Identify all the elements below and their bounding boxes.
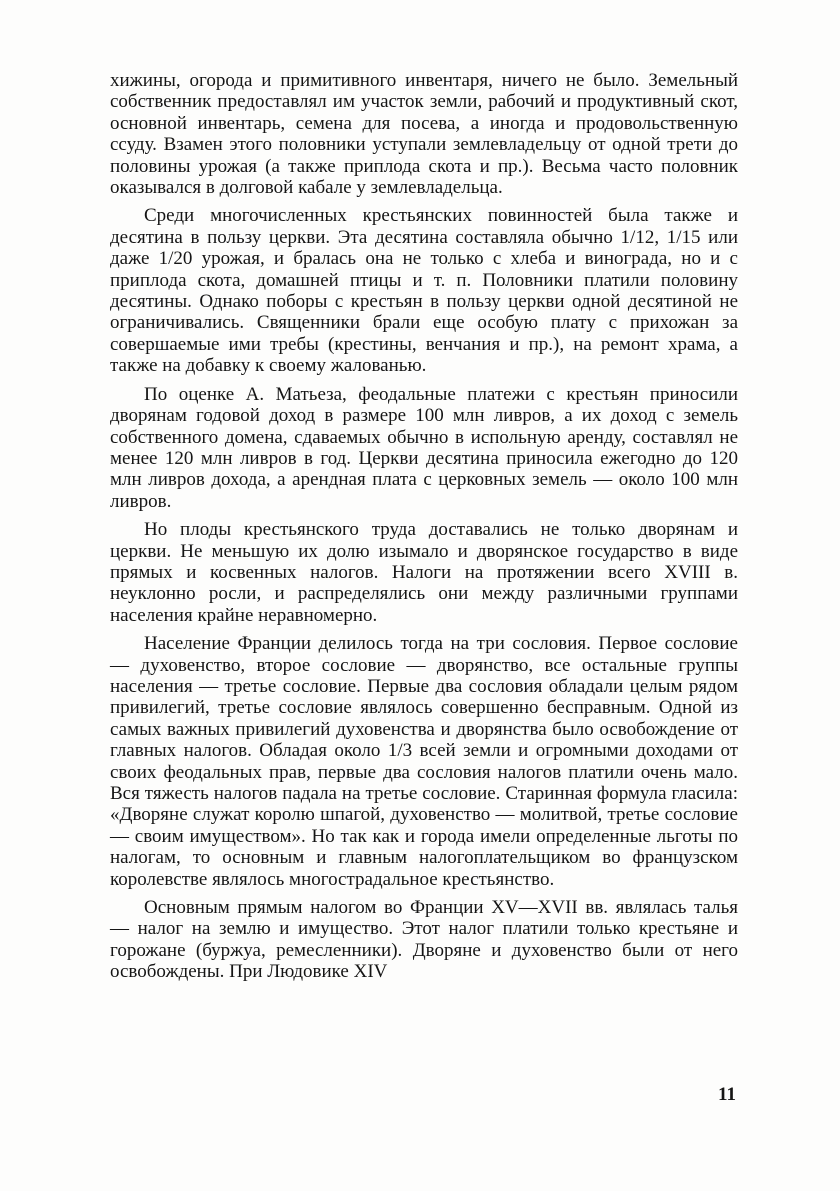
body-text (110, 70, 738, 990)
paragraph-3: По оценке А. Матьеза, феодальные платежи с крестьян приносили дворянам годовой доход в размере 100 млн ливров, а их доход с земель собственного домена, сдаваемых обычно в испольную аренду, составлял не менее 120 млн ливров в год. Церкви десятина приносила ежегодно до 120 млн ливров дохода, а арендная плата с церковных земель — около 100 млн ливров. (110, 383, 738, 512)
page-number: 11 (718, 1084, 736, 1105)
paragraph-4: Но плоды крестьянского труда доставались не только дворянам и церкви. Не меньшую их долю изымало и дворянское государство в виде прямых и косвенных налогов. Налоги на протяжении всего XVIII в. неуклонно росли, и распределялись они между различными группами населения крайне неравномерно. (110, 519, 738, 626)
paragraph-1: хижины, огорода и примитивного инвентаря, ничего не было. Земельный собственник предоставлял им участок земли, рабочий и продуктивный скот, основной инвентарь, семена для посева, а иногда и продовольственную ссуду. Взамен этого половники уступали землевладельцу от одной трети до половины урожая (а также приплода скота и пр.). Весьма часто половник оказывался в долговой кабале у землевладельца. (110, 70, 738, 199)
paragraph-2: Среди многочисленных крестьянских повинностей была также и десятина в пользу церкви. Эта десятина составляла обычно 1/12, 1/15 или даже 1/20 урожая, и бралась она не только с хлеба и винограда, но и с приплода скота, домашней птицы и т. п. Половники платили половину десятины. Однако поборы с крестьян в пользу церкви одной десятиной не ограничивались. Священники брали еще особую плату с прихожан за совершаемые ими требы (крестины, венчания и пр.), на ремонт храма, а также на добавку к своему жалованью. (110, 205, 738, 377)
paragraph-6: Основным прямым налогом во Франции XV—XVII вв. являлась талья — налог на землю и имущество. Этот налог платили только крестьяне и горожане (буржуа, ремесленники). Дворяне и духовенство были от него освобождены. При Людовике XIV (110, 897, 738, 983)
paragraph-5: Население Франции делилось тогда на три сословия. Первое сословие — духовенство, второе сословие — дворянство, все остальные группы населения — третье сословие. Первые два сословия обладали целым рядом привилегий, третье сословие являлось совершенно бесправным. Одной из самых важных привилегий духовенства и дворянства было освобождение от главных налогов. Обладая около 1/3 всей земли и огромными доходами от своих феодальных прав, первые два сословия налогов платили очень мало. Вся тяжесть налогов падала на третье сословие. Старинная формула гласила: «Дворяне служат королю шпагой, духовенство — молитвой, третье сословие — своим имуществом». Но так как и города имели определенные льготы по налогам, то основным и главным налогоплательщиком во французском королевстве являлось многострадальное крестьянство. (110, 633, 738, 890)
